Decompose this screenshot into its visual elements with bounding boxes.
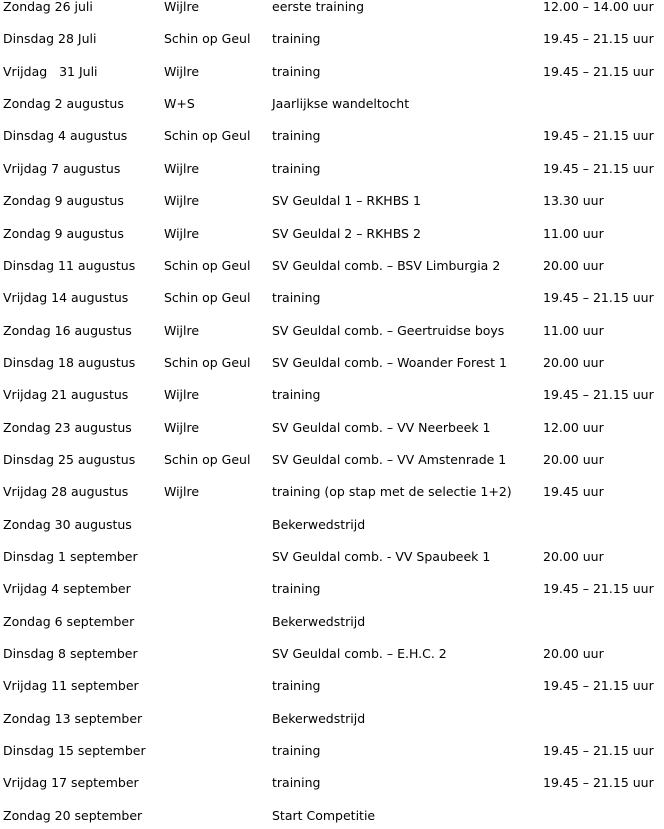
schedule-row xyxy=(0,321,664,341)
schedule-place: Wijlre xyxy=(164,193,200,209)
schedule-time: 19.45 – 21.15 uur xyxy=(543,387,654,403)
schedule-time: 19.45 – 21.15 uur xyxy=(543,743,654,759)
schedule-date: Zondag 20 september xyxy=(3,807,143,823)
schedule-event: training xyxy=(272,128,321,144)
schedule-date: Zondag 6 september xyxy=(3,613,135,629)
schedule-date: Dinsdag 1 september xyxy=(3,549,138,564)
schedule-date: Dinsdag 18 augustus xyxy=(3,354,136,370)
schedule-event: Bekerwedstrijd xyxy=(272,613,366,629)
schedule-event: training xyxy=(272,160,321,176)
schedule-place: W+S xyxy=(164,96,195,112)
schedule-date: Vrijdag 28 augustus xyxy=(3,484,129,500)
schedule-event: SV Geuldal 2 – RKHBS 2 xyxy=(272,225,421,241)
schedule-date: Zondag 16 augustus xyxy=(3,322,132,338)
schedule-event: SV Geuldal 1 – RKHBS 1 xyxy=(272,193,421,209)
schedule-date: Dinsdag 11 augustus xyxy=(3,257,136,273)
schedule-event: SV Geuldal comb. – VV Amstenrade 1 xyxy=(272,451,507,467)
schedule-time: 19.45 – 21.15 uur xyxy=(543,775,654,791)
schedule-place: Schin op Geul xyxy=(164,128,251,144)
schedule-event: Jaarlijkse wandeltocht xyxy=(272,96,410,112)
schedule-time: 19.45 – 21.15 uur xyxy=(543,31,654,47)
schedule-time: 19.45 – 21.15 uur xyxy=(543,160,654,176)
schedule-row xyxy=(0,191,664,211)
schedule-time: 19.45 – 21.15 uur xyxy=(543,128,654,144)
schedule-row xyxy=(0,353,664,373)
schedule-row xyxy=(0,159,664,179)
schedule-place: Wijlre xyxy=(164,160,200,176)
schedule-date: Dinsdag 28 Juli xyxy=(3,31,97,47)
schedule-date: Zondag 13 september xyxy=(3,710,143,726)
schedule-time: 12.00 uur xyxy=(543,419,604,435)
schedule-event: training xyxy=(272,290,321,306)
schedule-time: 11.00 uur xyxy=(543,322,604,338)
schedule-event: SV Geuldal comb. – Woander Forest 1 xyxy=(272,354,507,370)
schedule-event: SV Geuldal comb. - VV Spaubeek 1 xyxy=(272,549,491,564)
schedule-place: Wijlre xyxy=(164,63,200,79)
schedule-row xyxy=(0,0,664,17)
schedule-place: Wijlre xyxy=(164,387,200,403)
schedule-row xyxy=(0,709,664,729)
schedule-place: Wijlre xyxy=(164,322,200,338)
schedule-row xyxy=(0,62,664,82)
schedule-time: 11.00 uur xyxy=(543,225,604,241)
schedule-time: 20.00 uur xyxy=(543,549,604,564)
schedule-event: SV Geuldal comb. – Geertruidse boys xyxy=(272,322,505,338)
schedule-event: training xyxy=(272,31,321,47)
schedule-event: training xyxy=(272,387,321,403)
schedule-date: Dinsdag 4 augustus xyxy=(3,128,128,144)
schedule-event: SV Geuldal comb. – E.H.C. 2 xyxy=(272,646,447,661)
schedule-event: training xyxy=(272,678,321,694)
schedule-row xyxy=(0,256,664,276)
schedule-time: 20.00 uur xyxy=(543,354,604,370)
schedule-row xyxy=(0,515,664,535)
schedule-place: Schin op Geul xyxy=(164,354,251,370)
schedule-row xyxy=(0,94,664,114)
schedule-event: SV Geuldal comb. – BSV Limburgia 2 xyxy=(272,257,501,273)
schedule-event: training xyxy=(272,581,321,597)
schedule-time: 13.30 uur xyxy=(543,193,604,209)
schedule-date: Vrijdag 31 Juli xyxy=(3,63,98,79)
schedule-date: Zondag 2 augustus xyxy=(3,96,124,112)
schedule-date: Zondag 23 augustus xyxy=(3,419,132,435)
schedule-date: Zondag 9 augustus xyxy=(3,193,124,209)
schedule-time: 19.45 uur xyxy=(543,484,604,500)
schedule-date: Zondag 9 augustus xyxy=(3,225,124,241)
schedule-date: Vrijdag 11 september xyxy=(3,678,139,694)
schedule-time: 19.45 – 21.15 uur xyxy=(543,63,654,79)
schedule-row xyxy=(0,29,664,49)
schedule-row xyxy=(0,224,664,244)
schedule-time: 19.45 – 21.15 uur xyxy=(543,290,654,306)
schedule-event: SV Geuldal comb. – VV Neerbeek 1 xyxy=(272,419,491,435)
schedule-row xyxy=(0,482,664,502)
schedule-place: Wijlre xyxy=(164,225,200,241)
schedule-event: training xyxy=(272,743,321,759)
schedule-row xyxy=(0,612,664,632)
schedule-row xyxy=(0,547,664,567)
schedule-row xyxy=(0,288,664,308)
schedule-row xyxy=(0,644,664,664)
schedule-date: Vrijdag 21 augustus xyxy=(3,387,129,403)
schedule-row xyxy=(0,450,664,470)
schedule-event: Bekerwedstrijd xyxy=(272,710,366,726)
schedule-row xyxy=(0,579,664,599)
schedule-date: Zondag 26 juli xyxy=(3,0,93,14)
schedule-place: Schin op Geul xyxy=(164,451,251,467)
schedule-time: 20.00 uur xyxy=(543,257,604,273)
schedule-time: 20.00 uur xyxy=(543,451,604,467)
schedule-row xyxy=(0,773,664,793)
schedule-place: Schin op Geul xyxy=(164,31,251,47)
schedule-time: 19.45 – 21.15 uur xyxy=(543,581,654,597)
schedule-date: Dinsdag 25 augustus xyxy=(3,451,136,467)
schedule-place: Wijlre xyxy=(164,0,200,14)
schedule-row xyxy=(0,676,664,696)
schedule-time: 20.00 uur xyxy=(543,646,604,661)
schedule-event: Start Competitie xyxy=(272,807,376,823)
schedule-date: Vrijdag 4 september xyxy=(3,581,131,597)
schedule-row xyxy=(0,806,664,826)
schedule-date: Dinsdag 8 september xyxy=(3,646,138,661)
schedule-event: Bekerwedstrijd xyxy=(272,516,366,532)
schedule-time: 12.00 – 14.00 uur xyxy=(543,0,654,14)
schedule-event: training xyxy=(272,63,321,79)
schedule-event: eerste training xyxy=(272,0,365,14)
schedule-place: Wijlre xyxy=(164,419,200,435)
schedule-row xyxy=(0,418,664,438)
schedule-place: Schin op Geul xyxy=(164,290,251,306)
schedule-date: Vrijdag 7 augustus xyxy=(3,160,121,176)
schedule-event: training (op stap met de selectie 1+2) xyxy=(272,484,512,500)
schedule-place: Wijlre xyxy=(164,484,200,500)
schedule-date: Zondag 30 augustus xyxy=(3,516,132,532)
schedule-row xyxy=(0,126,664,146)
schedule-date: Vrijdag 14 augustus xyxy=(3,290,129,306)
schedule-date: Dinsdag 15 september xyxy=(3,743,146,759)
schedule-row xyxy=(0,741,664,761)
schedule-row xyxy=(0,385,664,405)
schedule-time: 19.45 – 21.15 uur xyxy=(543,678,654,694)
schedule-place: Schin op Geul xyxy=(164,257,251,273)
schedule-date: Vrijdag 17 september xyxy=(3,775,139,791)
schedule-event: training xyxy=(272,775,321,791)
